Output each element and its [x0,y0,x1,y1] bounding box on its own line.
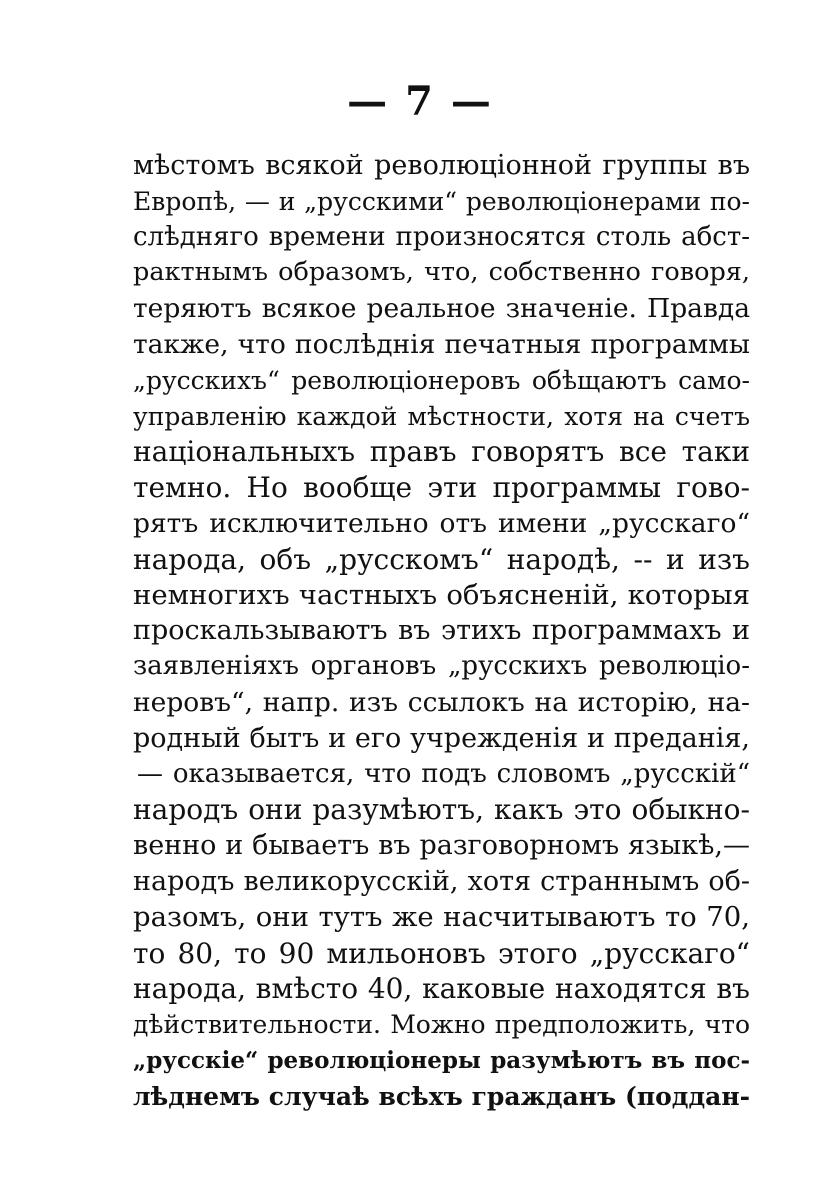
text-line: лѣднемъ случаѣ всѣхъ гражданъ (поддан- [133,1081,750,1111]
text-line: народъ они разумѣютъ, какъ это обыкно- [133,793,750,827]
text-line: народъ великорусскій, хотя страннымъ об- [133,865,750,897]
text-line: венно и бываетъ въ разговорномъ языкѣ,— [133,830,750,862]
text-line: темно. Но вообще эти программы гово- [133,471,750,505]
text-line: управленію каждой мѣстности, хотя на счетъ [133,401,750,431]
body-text [133,148,750,1115]
text-line: заявленіяхъ органовъ „русскихъ революціо- [133,651,750,682]
text-line: неровъ“, напр. изъ ссылокъ на исторію, на- [133,686,750,718]
text-line: „русскихъ“ революціонеровъ обѣщаютъ само- [133,365,750,395]
text-line: немногихъ частныхъ объясненій, которыя [133,578,750,611]
text-line: дѣйствительности. Можно предположить, что [133,1010,750,1040]
text-line: народа, вмѣсто 40, каковые находятся въ [133,972,750,1006]
text-line: рактнымъ образомъ, что, собственно говоря, [133,257,750,288]
text-line: рятъ исключительно отъ имени „русскаго“ [133,507,750,539]
text-line: разомъ, они тутъ же насчитываютъ то 70, [133,900,750,933]
text-line: Европѣ, — и „русскими“ революціонерами по- [133,186,750,216]
text-line: теряютъ всякое реальное значеніе. Правда [133,293,750,325]
text-line: родный бытъ и его учрежденія и преданія, [133,722,750,754]
text-line: то 80, то 90 мильоновъ этого „русскаго“ [133,936,750,970]
text-line: также, что послѣднія печатныя программы [133,328,750,360]
page-number: — 7 — [347,78,493,125]
text-line: „русскіе“ революціонеры разумѣютъ въ пос- [133,1046,750,1074]
text-line: національныхъ правъ говорятъ все таки [133,435,750,469]
text-line: мѣстомъ всякой революціонной группы въ [133,150,750,181]
text-line: слѣдняго времени произносятся столь абст- [133,221,750,252]
text-line: — оказывается, что подъ словомъ „русскій“ [137,758,750,789]
text-line: народа, объ „русскомъ“ народѣ, -- и изъ [133,542,750,576]
text-line: проскальзываютъ въ этихъ программахъ и [133,615,750,647]
